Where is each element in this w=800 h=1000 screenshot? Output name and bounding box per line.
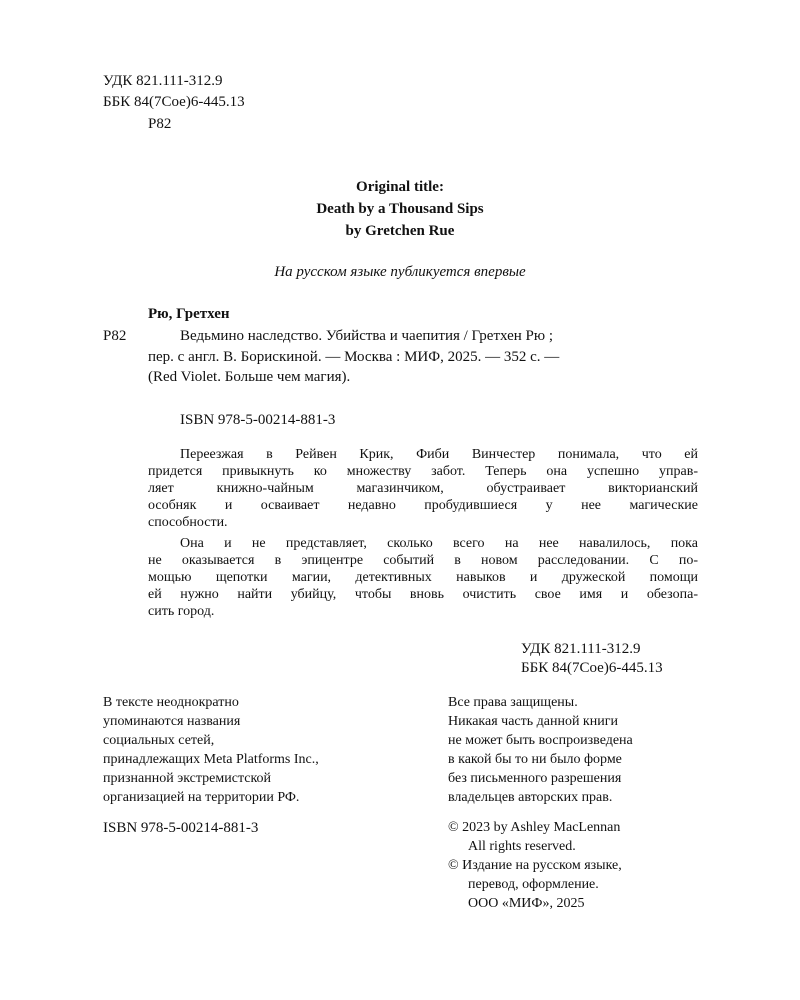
catalog-line: Ведьмино наследство. Убийства и чаепития / Гретхен Рю ; [180,328,554,344]
notice-line: В тексте неоднократно [103,695,239,710]
copyright-edition: © Издание на русском языке, [448,858,622,873]
catalog-description-continued [148,347,559,387]
notice-line: принадлежащих Meta Platforms Inc., [103,752,319,767]
author-mark-top: Р82 [148,116,172,132]
annotation-line: Переезжая в Рейвен Крик, Фиби Винчестер понимала, что ей [180,447,698,462]
rights-line: Все права защищены. [448,695,578,710]
copyright-block [448,818,622,913]
rights-line: без письменного разрешения [448,771,622,786]
rights-line: владельцев авторских прав. [448,790,613,805]
original-title: Death by a Thousand Sips [316,201,484,217]
copyright-original: © 2023 by Ashley MacLennan [448,820,621,835]
annotation-paragraph-1 [148,446,698,531]
catalog-author-heading: Рю, Гретхен [148,306,230,322]
rights-line: не может быть воспроизведена [448,733,633,748]
catalog-line: (Red Violet. Больше чем магия). [148,369,351,385]
catalog-description [180,326,553,346]
notice-line: признанной экстремистской [103,771,272,786]
copyright-edition-continued: перевод, оформление. [468,877,599,892]
catalog-line: пер. с англ. В. Борискиной. — Москва : МИФ, 2025. — 352 с. — [148,349,560,365]
bbk-code-top: ББК 84(7Сое)6-445.13 [103,94,245,110]
notice-line: социальных сетей, [103,733,215,748]
original-author: by Gretchen Rue [345,223,455,239]
rights-line: в какой бы то ни было форме [448,752,622,767]
isbn-bottom: ISBN 978-5-00214-881-3 [103,820,259,836]
catalog-isbn: ISBN 978-5-00214-881-3 [180,412,336,428]
copyright-reserved: All rights reserved. [468,839,576,854]
copyright-publisher: ООО «МИФ», 2025 [468,896,585,911]
annotation-line: придется привыкнуть ко множеству забот. Теперь она успешно управ- [148,464,698,479]
rights-line: Никакая часть данной книги [448,714,618,729]
annotation-line: Она и не представляет, сколько всего на нее навалилось, пока [180,536,698,551]
annotation-line: способности. [148,515,228,530]
annotation-line: особняк и осваивает недавно пробудившиеся у нее магические [148,498,698,513]
annotation-line: мощью щепотки магии, детективных навыков и дружеской помощи [148,570,698,585]
udk-code-bottom: УДК 821.111-312.9 [521,641,641,657]
annotation-line: сить город. [148,604,215,619]
rights-reserved-notice [448,693,633,807]
original-title-label: Original title: [356,179,444,195]
udk-code-top: УДК 821.111-312.9 [103,73,223,89]
bbk-code-bottom: ББК 84(7Сое)6-445.13 [521,660,663,676]
catalog-mark: Р82 [103,328,127,344]
annotation-line: ей нужно найти убийцу, чтобы вновь очистить свое имя и обезопа- [148,587,698,602]
social-networks-notice [103,693,319,807]
annotation-line: не оказывается в эпицентре событий в новом расследовании. С по- [148,553,698,568]
notice-line: упоминаются названия [103,714,241,729]
first-publication-note: На русском языке публикуется впервые [274,264,526,280]
annotation-paragraph-2 [148,535,698,620]
annotation-line: ляет книжно-чайным магазинчиком, обустраивает викторианский [148,481,698,496]
original-title-block [0,176,800,242]
notice-line: организацией на территории РФ. [103,790,300,805]
